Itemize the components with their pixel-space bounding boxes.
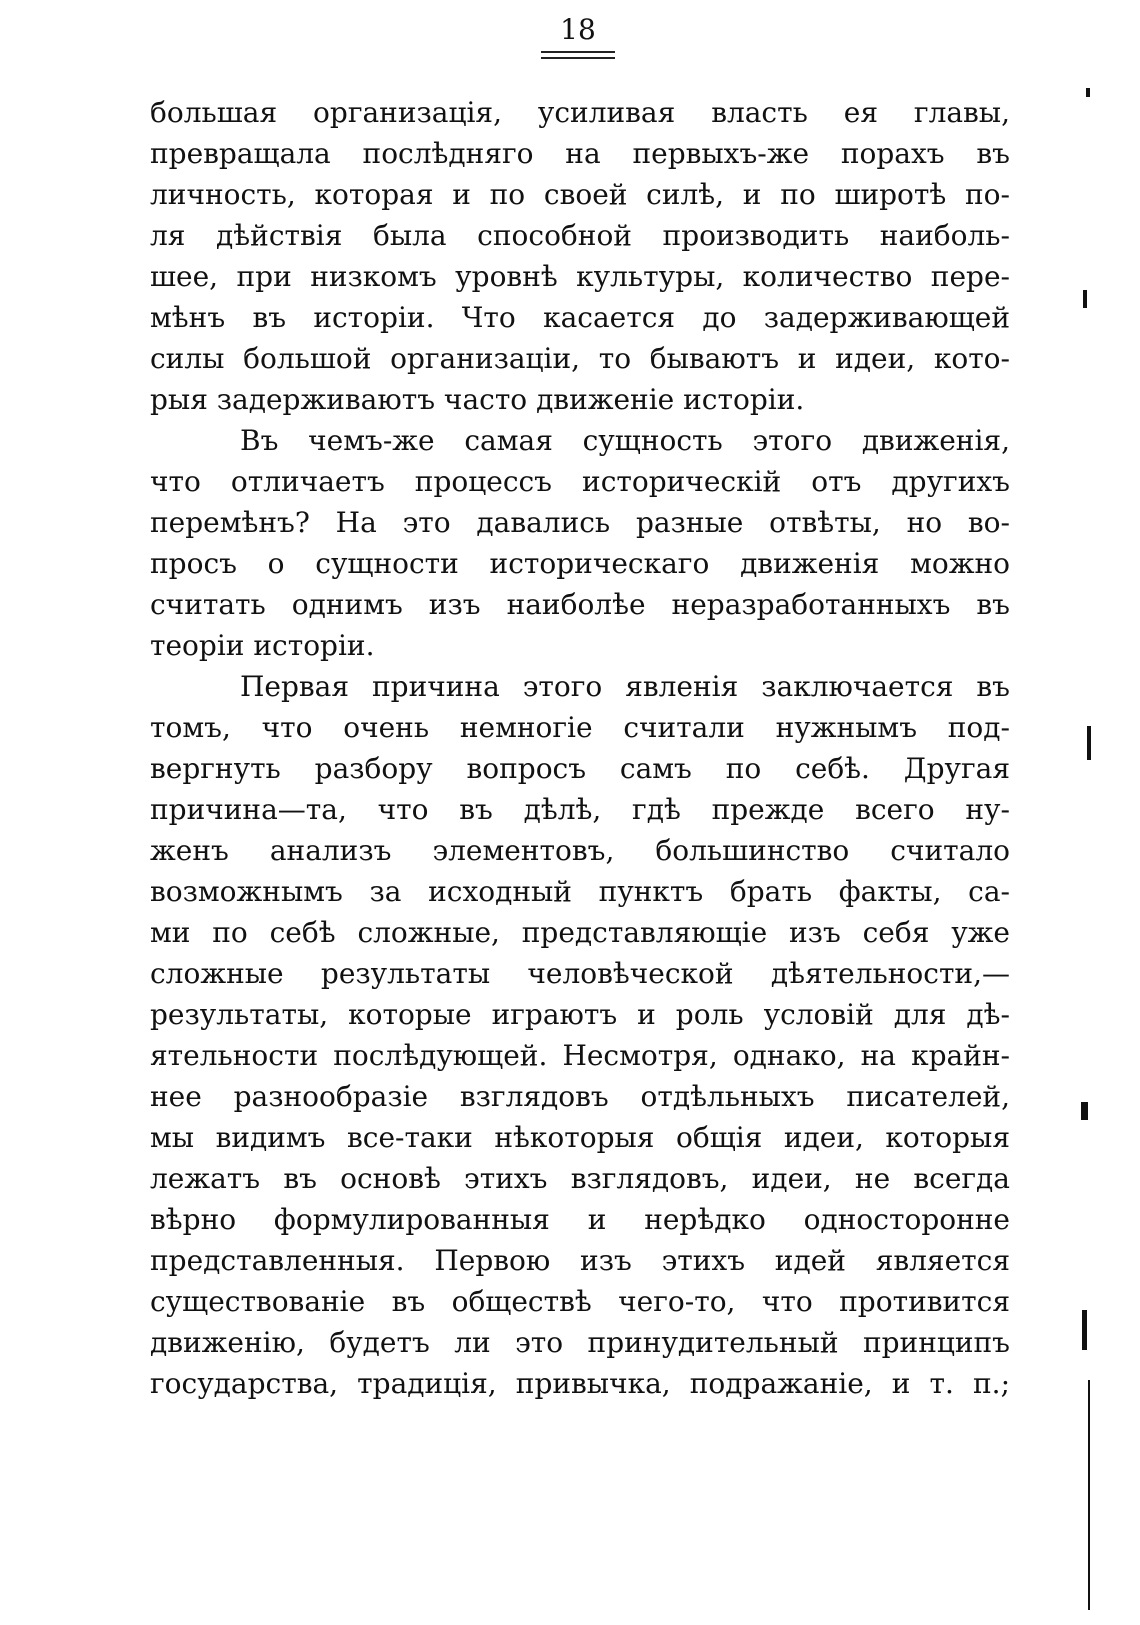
text-line: ми по себѣ сложные, представляющіе изъ себя уже xyxy=(150,916,1010,949)
body-text xyxy=(150,92,1010,1404)
text-line: государства, традиція, привычка, подражаніе, и т. п.; xyxy=(150,1367,1010,1400)
scan-mark xyxy=(1082,1310,1087,1350)
text-line: женъ анализъ элементовъ, большинство считало xyxy=(150,834,1010,867)
text-line: что отличаетъ процессъ историческій отъ другихъ xyxy=(150,465,1010,498)
text-line: сложные результаты человѣческой дѣятельности,— xyxy=(150,957,1010,990)
text-line: лежатъ въ основѣ этихъ взглядовъ, идеи, не всегда xyxy=(150,1162,1010,1195)
text-line: причина—та, что въ дѣлѣ, гдѣ прежде всего ну- xyxy=(150,793,1010,826)
text-line: перемѣнъ? На это давались разные отвѣты, но во- xyxy=(150,506,1010,539)
text-line: существованіе въ обществѣ чего-то, что противится xyxy=(150,1285,1010,1318)
text-line: представленныя. Первою изъ этихъ идей является xyxy=(150,1244,1010,1277)
text-line: личность, которая и по своей силѣ, и по широтѣ по- xyxy=(150,178,1010,211)
text-line: мѣнъ въ исторіи. Что касается до задерживающей xyxy=(150,301,1010,334)
text-line: считать однимъ изъ наиболѣе неразработанныхъ въ xyxy=(150,588,1010,621)
scan-mark xyxy=(1086,88,1090,97)
page-number-rule-top xyxy=(541,51,615,53)
paragraph-end-line: теоріи исторіи. xyxy=(150,629,375,662)
text-line: ля дѣйствія была способной производить наиболь- xyxy=(150,219,1010,252)
text-line: мы видимъ все-таки нѣкоторыя общія идеи, которыя xyxy=(150,1121,1010,1154)
paragraph-start-line: Въ чемъ-же самая сущность этого движенія, xyxy=(240,424,1010,457)
text-line: большая организація, усиливая власть ея главы, xyxy=(150,96,1010,129)
paragraph-start-line: Первая причина этого явленія заключается въ xyxy=(240,670,1010,703)
text-line: вѣрно формулированныя и нерѣдко односторонне xyxy=(150,1203,1010,1236)
text-line: шее, при низкомъ уровнѣ культуры, количество пере- xyxy=(150,260,1010,293)
scan-mark xyxy=(1081,1102,1088,1120)
text-line: томъ, что очень немногіе считали нужнымъ под- xyxy=(150,711,1010,744)
text-line: движенію, будетъ ли это принудительный принципъ xyxy=(150,1326,1010,1359)
text-line: превращала послѣдняго на первыхъ-же порахъ въ xyxy=(150,137,1010,170)
text-line: ятельности послѣдующей. Несмотря, однако, на крайн- xyxy=(150,1039,1010,1072)
text-line: просъ о сущности историческаго движенія можно xyxy=(150,547,1010,580)
text-line: силы большой организаціи, то бываютъ и идеи, кото- xyxy=(150,342,1010,375)
text-line: нее разнообразіе взглядовъ отдѣльныхъ писателей, xyxy=(150,1080,1010,1113)
paragraph-end-line: рыя задерживаютъ часто движеніе исторіи. xyxy=(150,383,805,416)
scan-mark xyxy=(1088,1380,1090,1610)
text-line: вергнуть разбору вопросъ самъ по себѣ. Другая xyxy=(150,752,1010,785)
scan-mark xyxy=(1087,726,1091,760)
text-line: возможнымъ за исходный пунктъ брать факты, са- xyxy=(150,875,1010,908)
page-number-rule-bottom xyxy=(541,57,615,59)
scan-mark xyxy=(1083,290,1087,308)
page-number: 18 xyxy=(560,13,596,46)
text-line: результаты, которые играютъ и роль условій для дѣ- xyxy=(150,998,1010,1031)
